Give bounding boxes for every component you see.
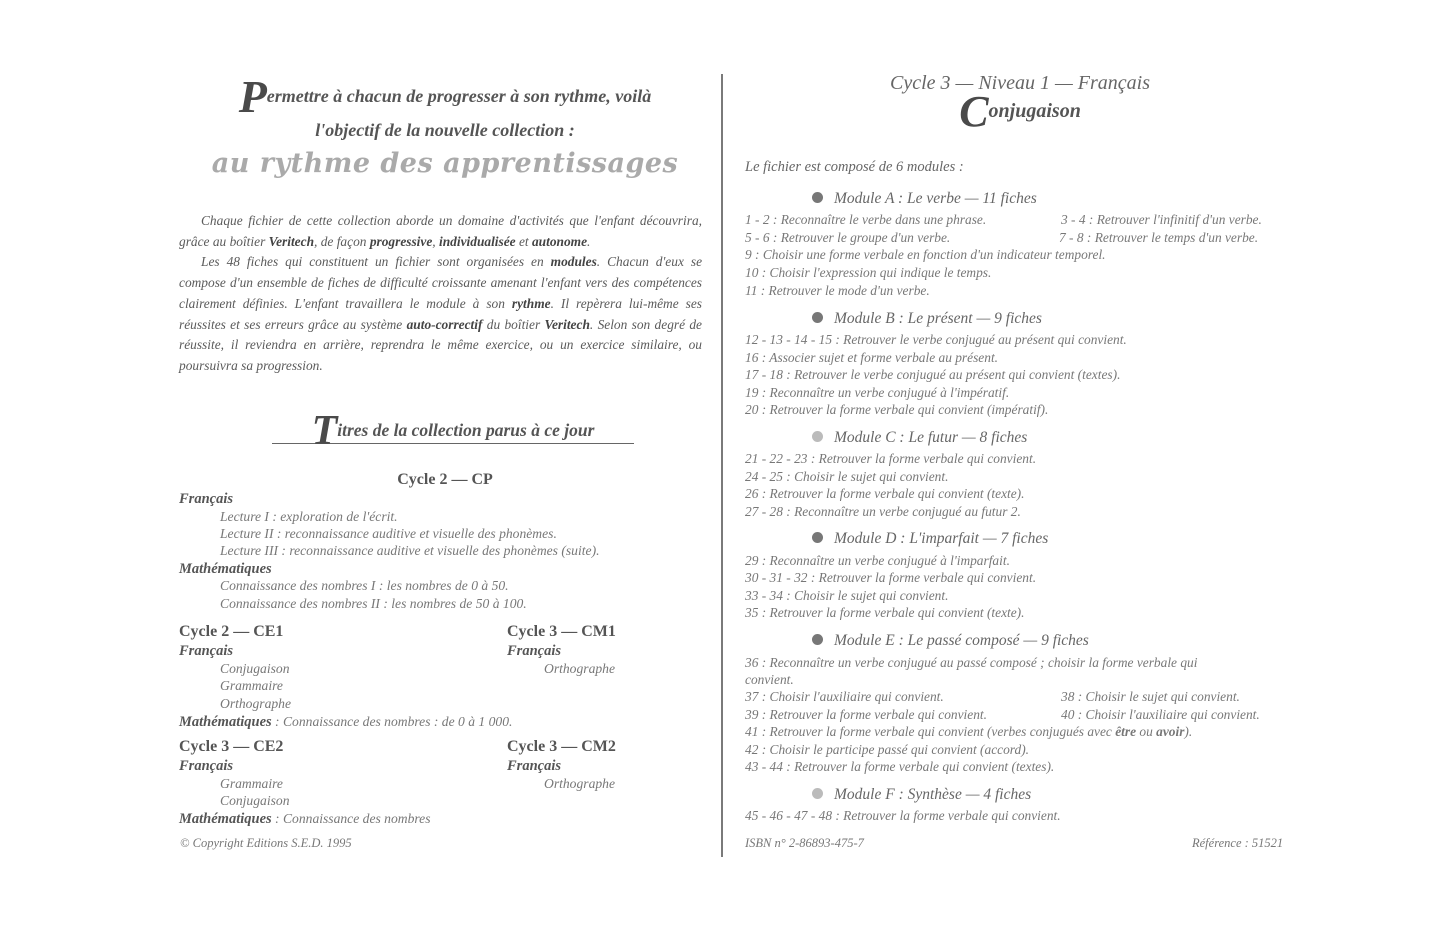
module-d-title: Module D : L'imparfait — 7 fiches <box>812 530 1048 548</box>
module-f-title: Module F : Synthèse — 4 fiches <box>812 786 1031 804</box>
bullet-icon <box>812 192 823 203</box>
hero-line-2: l'objectif de la nouvelle collection : <box>315 120 575 140</box>
cp-maths: Mathématiques <box>179 561 272 577</box>
intro-paragraph-2: Les 48 fiches qui constituent un fichier sont organisées en modules. Chacun d'eux se compose d'un ensemble de fiches de difficulté croissante amenant l'enfant vers des compétences clairement définies. L'enfant travaillera le module à son rythme. Il repèrera lui-même ses réussites et ses erreurs grâce au système auto-correctif du boîtier Veritech. Selon son degré de réussite, il reviendra en arrière, reprendra le même exercice, ou un exercice similaire, ou poursuivra sa progression. <box>179 254 703 373</box>
module-f-line: 45 - 46 - 47 - 48 : Retrouver la forme verbale qui convient. <box>745 808 1061 823</box>
module-a-line: 3 - 4 : Retrouver l'infinitif d'un verbe. <box>1061 212 1262 227</box>
cycle-cp-heading: Cycle 2 — CP <box>397 471 493 488</box>
bullet-icon <box>812 431 823 442</box>
cp-item: Lecture III : reconnaissance auditive et visuelle des phonèmes (suite). <box>220 543 600 558</box>
copyright: © Copyright Editions S.E.D. 1995 <box>180 836 352 850</box>
titles-heading <box>272 408 634 454</box>
right-intro: Le fichier est composé de 6 modules : <box>745 159 964 175</box>
ce2-maths: Mathématiques <box>179 811 272 827</box>
module-e-line: 39 : Retrouver la forme verbale qui convient. <box>745 707 987 722</box>
module-e-line: 42 : Choisir le participe passé qui convient (accord). <box>745 742 1030 757</box>
hero-line-1 <box>180 71 710 122</box>
right-title-text: onjugaison <box>988 100 1081 122</box>
cp-francais: Français <box>179 491 233 507</box>
bullet-icon <box>812 532 823 543</box>
cm2-item: Orthographe <box>544 776 615 791</box>
ce2-item: Grammaire <box>220 776 283 791</box>
ce2-maths-text: : Connaissance des nombres <box>271 811 431 826</box>
module-d-line: 33 - 34 : Choisir le sujet qui convient. <box>745 588 949 603</box>
module-e-line: 36 : Reconnaître un verbe conjugué au passé composé ; choisir la forme verbale qui <box>745 655 1198 670</box>
ce1-item: Conjugaison <box>220 661 290 676</box>
reference: Référence : 51521 <box>1192 836 1284 850</box>
cycle-ce1-heading: Cycle 2 — CE1 <box>179 623 284 640</box>
cycle-cm2-heading: Cycle 3 — CM2 <box>507 738 616 755</box>
module-b-title: Module B : Le présent — 9 fiches <box>812 310 1042 328</box>
module-e-line: 38 : Choisir le sujet qui convient. <box>1061 689 1240 704</box>
bullet-icon <box>812 312 823 323</box>
isbn: ISBN n° 2-86893-475-7 <box>745 836 864 850</box>
module-e-line: 37 : Choisir l'auxiliaire qui convient. <box>745 689 944 704</box>
cm1-item: Orthographe <box>544 661 615 676</box>
right-title <box>745 87 1295 136</box>
cycle-ce2-heading: Cycle 3 — CE2 <box>179 738 284 755</box>
module-a-line: 11 : Retrouver le mode d'un verbe. <box>745 283 930 298</box>
right-title-dropcap: C <box>959 87 989 136</box>
module-c-line: 26 : Retrouver la forme verbale qui convient (texte). <box>745 486 1025 501</box>
module-e-title: Module E : Le passé composé — 9 fiches <box>812 632 1089 650</box>
module-d-line: 29 : Reconnaître un verbe conjugué à l'imparfait. <box>745 553 1010 568</box>
ce2-francais: Français <box>179 758 233 774</box>
collection-name: au rythme des apprentissages <box>211 148 679 179</box>
module-b-line: 17 - 18 : Retrouver le verbe conjugué au présent qui convient (textes). <box>745 367 1121 382</box>
bullet-icon <box>812 788 823 799</box>
module-b-line: 16 : Associer sujet et forme verbale au présent. <box>745 350 999 365</box>
module-c-title: Module C : Le futur — 8 fiches <box>812 429 1027 447</box>
module-d-line: 35 : Retrouver la forme verbale qui convient (texte). <box>745 605 1025 620</box>
titles-heading-text: itres de la collection parus à ce jour <box>337 420 595 440</box>
module-b-line: 19 : Reconnaître un verbe conjugué à l'impératif. <box>745 385 1010 400</box>
module-a-line: 1 - 2 : Reconnaître le verbe dans une phrase. <box>745 212 987 227</box>
cycle-cm1-heading: Cycle 3 — CM1 <box>507 623 616 640</box>
hero-line-1-text: ermettre à chacun de progresser à son rythme, voilà <box>266 86 652 106</box>
cm1-francais: Français <box>507 643 561 659</box>
hero-dropcap: P <box>238 71 267 122</box>
intro-text <box>179 211 702 377</box>
ce1-maths: Mathématiques <box>179 714 272 730</box>
cp-item: Lecture I : exploration de l'écrit. <box>220 509 398 524</box>
cp-math-item: Connaissance des nombres I : les nombres de 0 à 50. <box>220 578 509 593</box>
module-e-line: 41 : Retrouver la forme verbale qui convient (verbes conjugués avec être ou avoir). <box>745 724 1193 739</box>
module-a-line: 5 - 6 : Retrouver le groupe d'un verbe. <box>745 230 951 245</box>
ce2-maths-line <box>179 810 431 828</box>
module-a-line: 9 : Choisir une forme verbale en fonction d'un indicateur temporel. <box>745 247 1106 262</box>
cp-math-item: Connaissance des nombres II : les nombres de 50 à 100. <box>220 596 527 611</box>
module-c-line: 24 - 25 : Choisir le sujet qui convient. <box>745 469 949 484</box>
right-header: Cycle 3 — Niveau 1 — Français <box>890 72 1150 94</box>
module-e-line: 40 : Choisir l'auxiliaire qui convient. <box>1061 707 1260 722</box>
titles-dropcap: T <box>311 408 338 454</box>
ce1-francais: Français <box>179 643 233 659</box>
module-c-line: 27 - 28 : Reconnaître un verbe conjugué au futur 2. <box>745 504 1021 519</box>
module-b-line: 20 : Retrouver la forme verbale qui convient (impératif). <box>745 402 1049 417</box>
ce1-maths-text: : Connaissance des nombres : de 0 à 1 000. <box>271 714 513 729</box>
ce2-item: Conjugaison <box>220 793 290 808</box>
cp-item: Lecture II : reconnaissance auditive et visuelle des phonèmes. <box>220 526 557 541</box>
module-a-line: 10 : Choisir l'expression qui indique le temps. <box>745 265 992 280</box>
column-divider <box>721 74 723 857</box>
cm2-francais: Français <box>507 758 561 774</box>
intro-paragraph-1: Chaque fichier de cette collection aborde un domaine d'activités que l'enfant découvrira, grâce au boîtier Veritech, de façon progressive, individualisée et autonome. <box>179 213 702 249</box>
ce1-item: Orthographe <box>220 696 291 711</box>
ce1-item: Grammaire <box>220 678 283 693</box>
module-c-line: 21 - 22 - 23 : Retrouver la forme verbale qui convient. <box>745 451 1037 466</box>
module-a-title: Module A : Le verbe — 11 fiches <box>812 190 1037 208</box>
module-e-line: convient. <box>745 672 794 687</box>
module-e-line: 43 - 44 : Retrouver la forme verbale qui convient (textes). <box>745 759 1055 774</box>
module-d-line: 30 - 31 - 32 : Retrouver la forme verbale qui convient. <box>745 570 1037 585</box>
module-b-line: 12 - 13 - 14 - 15 : Retrouver le verbe conjugué au présent qui convient. <box>745 332 1127 347</box>
ce1-maths-line <box>179 713 512 731</box>
bullet-icon <box>812 634 823 645</box>
module-a-line: 7 - 8 : Retrouver le temps d'un verbe. <box>1059 230 1259 245</box>
